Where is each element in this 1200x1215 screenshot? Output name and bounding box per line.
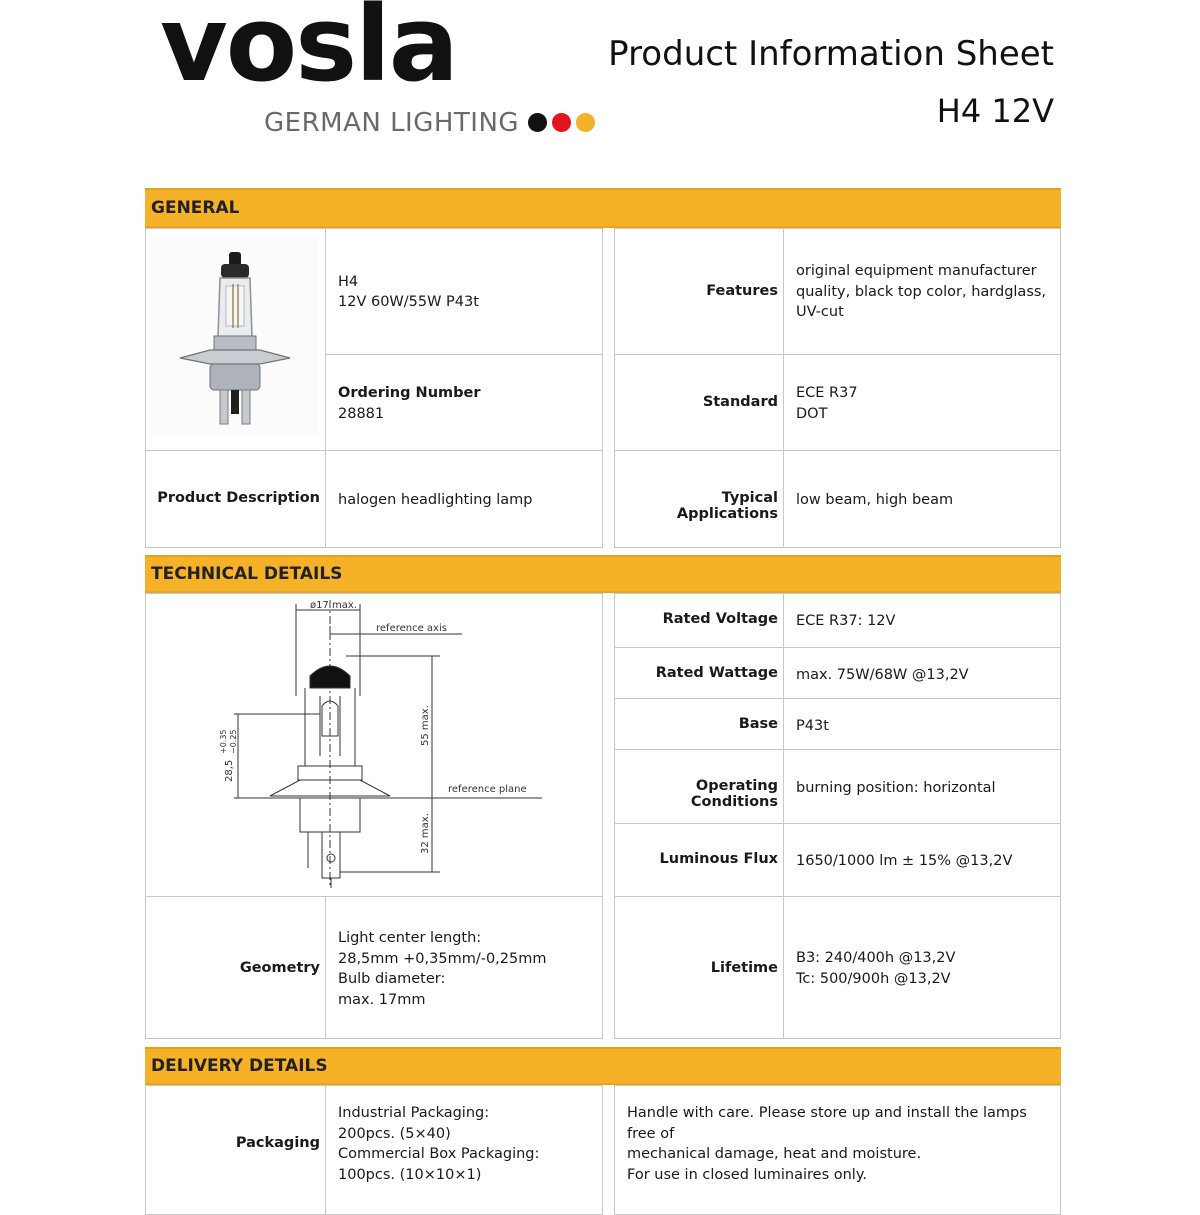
operating-conditions-label: Operating Conditions [690,778,778,810]
standard-label: Standard [702,394,778,410]
drawing-reference-axis-label: reference axis [376,623,447,634]
product-description-label: Product Description [157,490,320,506]
lifetime-label: Lifetime [710,960,778,976]
section-delivery-heading: DELIVERY DETAILS [145,1047,1061,1085]
rated-voltage-value: ECE R37: 12V [796,613,896,629]
geometry-label: Geometry [239,960,320,976]
drawing-tolerance-minus: −0.25 [229,729,238,754]
operating-conditions-value: burning position: horizontal [796,780,996,796]
packaging-label: Packaging [235,1135,320,1151]
typical-applications-label: Typical Applications [676,490,778,522]
luminous-flux-label: Luminous Flux [659,851,778,867]
typical-applications-value: low beam, high beam [796,492,954,508]
drawing-tolerance-plus: +0.35 [219,729,228,754]
bulb-photo [150,236,318,436]
flag-dot-gold [576,113,595,132]
drawing-height-label: 55 max. [420,705,431,746]
page-subtitle: H4 12V [936,92,1054,130]
flag-dot-black [528,113,547,132]
base-label: Base [738,716,778,732]
section-technical-heading: TECHNICAL DETAILS [145,555,1061,593]
drawing-light-center-label: 28,5 [224,759,235,782]
rated-wattage-value: max. 75W/68W @13,2V [796,667,969,683]
rated-wattage-label: Rated Wattage [655,665,778,681]
flag-dot-red [552,113,571,132]
brand-logo [160,0,457,105]
logo-tagline: GERMAN LIGHTING [264,108,520,138]
standard-value: ECE R37 DOT [796,385,858,422]
ordering-number: 28881 [338,406,385,422]
product-spec: 12V 60W/55W P43t [338,294,479,310]
product-name: H4 [338,274,359,290]
handling-note: Handle with care. Please store up and install the lamps free of mechanical damage, heat and moisture. For use in closed luminaires only. [627,1105,1027,1183]
drawing-base-label: 32 max. [420,813,431,854]
geometry-value: Light center length: 28,5mm +0,35mm/-0,25mm Bulb diameter: max. 17mm [338,930,547,1008]
packaging-value: Industrial Packaging: 200pcs. (5×40) Commercial Box Packaging: 100pcs. (10×10×1) [338,1105,540,1183]
page-title: Product Information Sheet [608,34,1054,74]
dimension-drawing [150,596,590,892]
rated-voltage-label: Rated Voltage [662,611,778,627]
section-general-heading: GENERAL [145,188,1061,228]
ordering-number-label: Ordering Number [338,385,481,401]
lifetime-value: B3: 240/400h @13,2V Tc: 500/900h @13,2V [796,950,956,987]
features-value: original equipment manufacturer quality, black top color, hardglass, UV-cut [796,263,1047,320]
logo-text: vosla [160,0,457,105]
drawing-reference-plane-label: reference plane [448,784,527,795]
luminous-flux-value: 1650/1000 lm ± 15% @13,2V [796,853,1013,869]
base-value: P43t [796,718,829,734]
product-description: halogen headlighting lamp [338,492,533,508]
features-label: Features [706,283,778,299]
drawing-diameter-label: ø17 max. [310,600,357,611]
